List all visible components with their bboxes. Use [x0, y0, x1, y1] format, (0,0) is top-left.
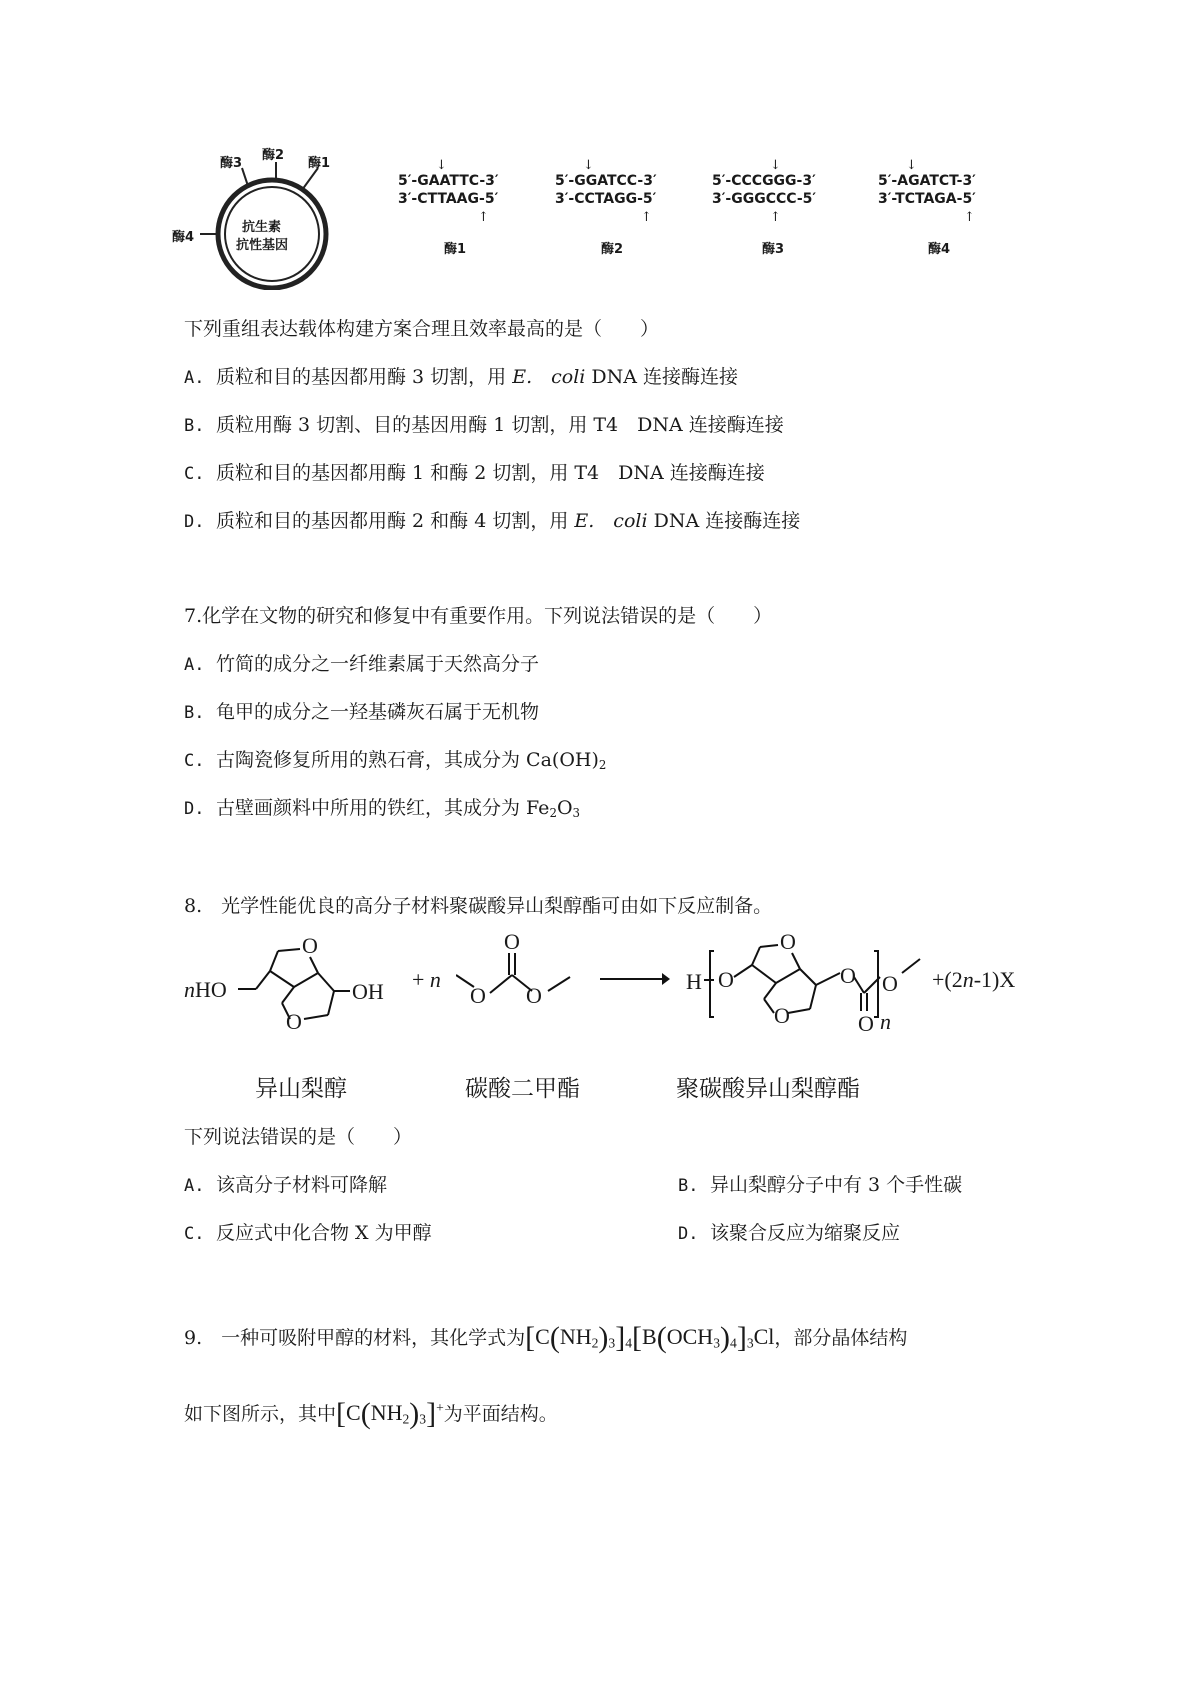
- polymer-n: n: [880, 1009, 891, 1034]
- site-seq-bottom: 3′-CTTAAG-5′: [398, 191, 499, 207]
- site-seq-top: 5′-GAATTC-3′: [398, 173, 499, 189]
- cut-arrow-top: ↓: [906, 158, 917, 173]
- option-label: B.: [184, 703, 205, 723]
- isosorbide-n: nHO: [184, 977, 227, 1002]
- polymer-o-carbonyl: O: [858, 1011, 874, 1036]
- q8-sub-stem: 下列说法错误的是（ ）: [184, 1126, 413, 1148]
- isosorbide-oh: OH: [352, 979, 384, 1004]
- reaction-scheme: [180, 929, 1040, 1075]
- cut-arrow-top: ↓: [770, 158, 781, 173]
- reaction-arrow-icon: [600, 971, 670, 987]
- site-label: 酶1: [444, 242, 467, 257]
- enzyme-label-2: 酶2: [262, 148, 285, 163]
- enzyme-label-4: 酶4: [172, 230, 195, 245]
- q9-ion-formula: $[C(NH_2)_3]^+$: [336, 1397, 444, 1431]
- option-label: C.: [184, 1224, 205, 1244]
- q7-option-b: B. 龟甲的成分之一羟基磷灰石属于无机物: [184, 699, 539, 726]
- site-seq-top: 5′-AGATCT-3′: [878, 173, 976, 189]
- q9-formula: $[C(NH_2)_3]_4[B(OCH_3)_4]_3Cl$: [525, 1321, 775, 1354]
- site-label: 酶3: [762, 242, 785, 257]
- plasmid-figure: [172, 148, 350, 290]
- site-seq-top: 5′-CCCGGG-3′: [712, 173, 816, 189]
- enzyme-label-1: 酶1: [308, 156, 331, 171]
- polymer-o-ester: O: [840, 963, 856, 988]
- site-seq-top: 5′-GGATCC-3′: [555, 173, 657, 189]
- polymer-structure: [704, 933, 966, 1058]
- option-label: C.: [184, 751, 205, 771]
- cut-arrow-bottom: ↑: [641, 210, 652, 225]
- q7-option-d: D. 古壁画颜料中所用的铁红，其成分为 $Fe_2O_3$: [184, 795, 580, 826]
- q6-option-a: A. 质粒和目的基因都用酶 3 切割，用 E. coli DNA 连接酶连接: [184, 364, 738, 391]
- isosorbide-structure: [238, 935, 358, 1055]
- polymer-ring-o-bottom: O: [774, 1003, 790, 1028]
- plasmid-text-2: 抗性基因: [236, 238, 289, 253]
- q8-option-c: C. 反应式中化合物 X 为甲醇: [184, 1220, 432, 1247]
- q6-option-b: B. 质粒用酶 3 切割、目的基因用酶 1 切割，用 T4 DNA 连接酶连接: [184, 412, 784, 439]
- enzyme-site-2: [555, 158, 680, 272]
- enzyme-site-4: [878, 158, 1003, 272]
- site-seq-bottom: 3′-GGGCCC-5′: [712, 191, 817, 207]
- site-seq-bottom: 3′-TCTAGA-5′: [878, 191, 976, 207]
- isosorbide-ring-o-top: O: [302, 933, 318, 958]
- isosorbide-ring-o-bottom: O: [286, 1009, 302, 1034]
- site-label: 酶4: [928, 242, 951, 257]
- polymer-ring-o-top: O: [780, 929, 796, 954]
- q8-stem: 8. 光学性能优良的高分子材料聚碳酸异山梨醇酯可由如下反应制备。: [184, 895, 773, 917]
- option-label: B.: [678, 1176, 699, 1196]
- q9-line2: 如下图所示，其中$[C(NH_2)_3]^+$为平面结构。: [184, 1397, 558, 1431]
- option-label: A.: [184, 368, 205, 388]
- plasmid-text-1: 抗生素: [242, 220, 282, 235]
- q6-stem: 下列重组表达载体构建方案合理且效率最高的是（ ）: [184, 318, 660, 340]
- caption-polymer: 聚碳酸异山梨醇酯: [676, 1076, 860, 1102]
- cut-arrow-bottom: ↑: [478, 210, 489, 225]
- option-label: D.: [678, 1224, 699, 1244]
- by-product: +(2n-1)X: [932, 967, 1016, 992]
- option-label: B.: [184, 416, 205, 436]
- q9-stem: 9. 一种可吸附甲醇的材料，其化学式为$[C(NH_2)_3]_4[B(OCH_3)_4]_3Cl$，部分晶体结构: [184, 1321, 908, 1354]
- q8-option-d: D. 该聚合反应为缩聚反应: [678, 1220, 900, 1247]
- option-label: C.: [184, 464, 205, 484]
- q7-stem: 7.化学在文物的研究和修复中有重要作用。下列说法错误的是（ ）: [184, 605, 773, 627]
- plus-sign: + n: [412, 967, 441, 992]
- cut-arrow-top: ↓: [583, 158, 594, 173]
- cut-arrow-top: ↓: [436, 158, 447, 173]
- option-label: A.: [184, 655, 205, 675]
- enzyme-site-3: [712, 158, 837, 272]
- option-label: D.: [184, 512, 205, 532]
- cut-arrow-bottom: ↑: [770, 210, 781, 225]
- enzyme-label-3: 酶3: [220, 156, 243, 171]
- option-label: D.: [184, 799, 205, 819]
- enzyme-site-1: [398, 158, 523, 272]
- carbonate-o-left: O: [470, 983, 486, 1008]
- option-label: A.: [184, 1176, 205, 1196]
- caption-dimethyl-carbonate: 碳酸二甲酯: [465, 1076, 580, 1102]
- q8-option-b: B. 异山梨醇分子中有 3 个手性碳: [678, 1172, 962, 1199]
- carbonate-o-top: O: [504, 929, 520, 954]
- caption-isosorbide: 异山梨醇: [255, 1076, 347, 1102]
- q8-option-a: A. 该高分子材料可降解: [184, 1172, 387, 1199]
- site-label: 酶2: [601, 242, 624, 257]
- q6-option-d: D. 质粒和目的基因都用酶 2 和酶 4 切割，用 E. coli DNA 连接酶连接: [184, 508, 800, 535]
- q7-option-a: A. 竹简的成分之一纤维素属于天然高分子: [184, 651, 539, 678]
- polymer-o-left: O: [718, 967, 734, 992]
- q7-option-c: C. 古陶瓷修复所用的熟石膏，其成分为 $Ca(OH)_2$: [184, 747, 606, 778]
- polymer-o-methoxy: O: [882, 971, 898, 996]
- carbonate-o-right: O: [526, 983, 542, 1008]
- polymer-h: H: [686, 969, 702, 994]
- cut-arrow-bottom: ↑: [964, 210, 975, 225]
- q6-option-c: C. 质粒和目的基因都用酶 1 和酶 2 切割，用 T4 DNA 连接酶连接: [184, 460, 765, 487]
- site-seq-bottom: 3′-CCTAGG-5′: [555, 191, 657, 207]
